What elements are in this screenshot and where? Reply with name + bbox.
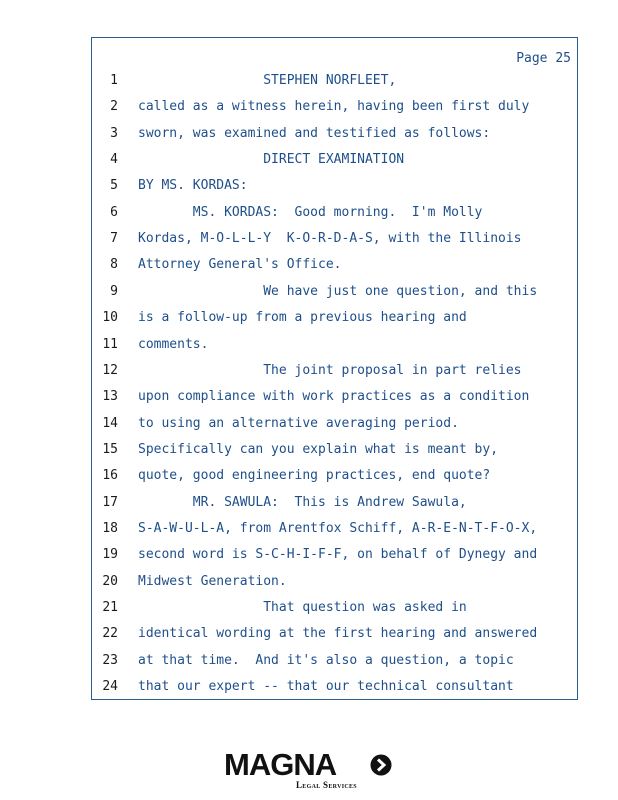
transcript-line	[92, 363, 579, 389]
line-text: Attorney General's Office.	[138, 257, 342, 273]
transcript-line	[92, 284, 579, 310]
transcript-line	[92, 653, 579, 679]
page-number: Page 25	[516, 51, 571, 66]
line-number: 12	[102, 362, 118, 378]
line-text: We have just one question, and this	[138, 283, 538, 299]
line-number: 17	[102, 494, 118, 510]
transcript-line	[92, 521, 579, 547]
line-number: 7	[110, 231, 118, 247]
line-text: Midwest Generation.	[138, 573, 287, 589]
line-text: comments.	[138, 336, 209, 352]
transcript-line	[92, 495, 579, 521]
line-number: 24	[102, 679, 118, 695]
transcript-line	[92, 442, 579, 468]
line-text: Kordas, M-O-L-L-Y K-O-R-D-A-S, with the Illinois	[138, 231, 522, 247]
line-text: called as a witness herein, having been first duly	[138, 99, 530, 115]
line-number: 10	[102, 310, 118, 326]
line-text: at that time. And it's also a question, a topic	[138, 652, 514, 668]
line-number: 21	[102, 600, 118, 615]
line-text: sworn, was examined and testified as follows:	[138, 125, 491, 141]
line-number: 2	[110, 99, 118, 115]
line-number: 13	[102, 389, 118, 405]
logo-wordmark: MAGNA	[224, 747, 337, 782]
line-text: MS. KORDAS: Good morning. I'm Molly	[138, 204, 483, 220]
transcript-line	[92, 416, 579, 442]
transcript-line	[92, 547, 579, 573]
line-text: is a follow-up from a previous hearing and	[138, 310, 467, 326]
line-text: that our expert -- that our technical consultant	[138, 679, 514, 695]
line-text: DIRECT EXAMINATION	[138, 152, 405, 168]
transcript-line	[92, 337, 579, 363]
transcript-line	[92, 626, 579, 652]
transcript-line	[92, 389, 579, 415]
line-number: 4	[110, 152, 118, 168]
magna-logo	[224, 748, 396, 794]
line-text: STEPHEN NORFLEET,	[138, 73, 397, 88]
transcript-line	[92, 600, 579, 626]
logo-subtitle: Legal Services	[296, 780, 357, 790]
line-text: S-A-W-U-L-A, from Arentfox Schiff, A-R-E-N-T-F-O-X,	[138, 520, 538, 536]
transcript-line	[92, 679, 579, 705]
line-text: second word is S-C-H-I-F-F, on behalf of Dynegy and	[138, 547, 538, 563]
transcript-line	[92, 152, 579, 178]
line-number: 3	[110, 125, 118, 141]
line-number: 20	[102, 573, 118, 589]
line-number: 1	[110, 73, 118, 88]
line-number: 8	[110, 257, 118, 273]
transcript-line	[92, 310, 579, 336]
line-text: quote, good engineering practices, end quote?	[138, 468, 491, 484]
line-text: MR. SAWULA: This is Andrew Sawula,	[138, 494, 467, 510]
line-number: 11	[102, 336, 118, 352]
transcript-line	[92, 73, 579, 99]
line-text: to using an alternative averaging period.	[138, 415, 459, 431]
line-text: identical wording at the first hearing and answered	[138, 626, 538, 642]
line-text: BY MS. KORDAS:	[138, 178, 248, 194]
line-number: 5	[110, 178, 118, 194]
line-number: 23	[102, 652, 118, 668]
line-number: 15	[102, 441, 118, 457]
transcript-line	[92, 231, 579, 257]
line-number: 16	[102, 468, 118, 484]
line-text: The joint proposal in part relies	[138, 362, 522, 378]
line-text: upon compliance with work practices as a condition	[138, 389, 530, 405]
transcript-line	[92, 574, 579, 600]
line-number: 18	[102, 520, 118, 536]
transcript-line	[92, 99, 579, 125]
chevron-right-circle-icon	[370, 754, 392, 776]
transcript-line	[92, 178, 579, 204]
line-text: That question was asked in	[138, 600, 467, 615]
transcript-line	[92, 205, 579, 231]
line-text: Specifically can you explain what is meant by,	[138, 441, 499, 457]
transcript-line	[92, 257, 579, 283]
line-number: 9	[110, 283, 118, 299]
line-number: 19	[102, 547, 118, 563]
transcript-page	[91, 37, 578, 700]
line-number: 6	[110, 204, 118, 220]
line-number: 14	[102, 415, 118, 431]
line-number: 22	[102, 626, 118, 642]
transcript-line	[92, 126, 579, 152]
transcript-line	[92, 468, 579, 494]
